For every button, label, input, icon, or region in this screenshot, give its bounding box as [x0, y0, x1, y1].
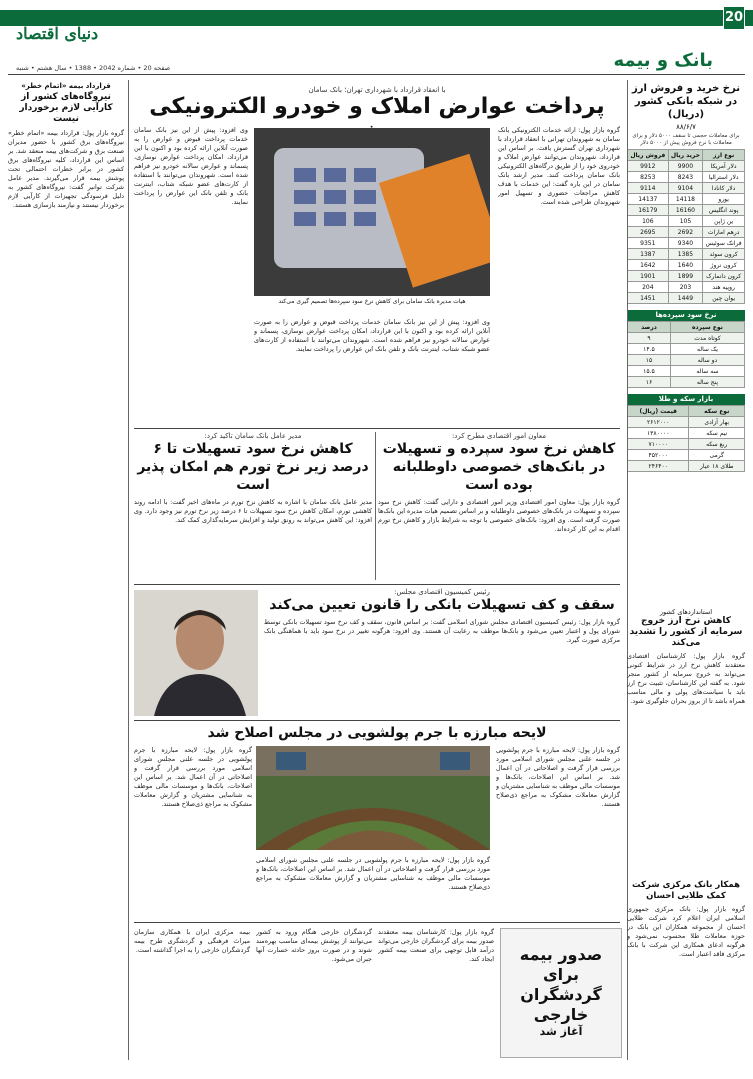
promo-line-2: برای [542, 965, 580, 984]
table-cell: ربع سکه [689, 439, 745, 450]
table-cell: ۱۴.۵ [628, 344, 671, 355]
table-cell: 1642 [628, 260, 669, 271]
section-rule [134, 720, 620, 721]
table-cell: 9340 [668, 238, 703, 249]
table-cell: کوتاه مدت [670, 333, 744, 344]
story5-body-right: گروه بازار پول: لایحه مبارزه با جرم پولشویی در جلسه علنی مجلس شورای اسلامی مورد بررسی قرار گرفت و اصلاحاتی در آن اعمال شد. بر اساس این اصلاحات، بانک‌ها و موسسات مالی موظف به شناسایی مشتریان و گزارش معاملات مشکوک به مراجع ذی‌صلاح هستند. [496, 746, 620, 808]
table-cell: ین ژاپن [703, 216, 745, 227]
table-cell: ۱۵ [628, 355, 671, 366]
story2-headline: کاهش نرخ سود سپرده و تسهیلات در بانک‌های خصوصی داوطلبانه بوده است [382, 441, 616, 493]
page-number: 20 [723, 6, 745, 30]
parliament-photo [256, 746, 490, 850]
table-row [628, 271, 745, 282]
table-row [628, 377, 745, 388]
table-row [628, 450, 745, 461]
table-cell: ۲۶۱۲۰۰۰ [628, 417, 689, 428]
table-cell: 9104 [668, 183, 703, 194]
story4-body: گروه بازار پول: رئیس کمیسیون اقتصادی مجلس شورای اسلامی گفت: بر اساس قانون، سقف و کف نرخ سود تسهیلات بانکی توسط شورای پول و اعتبار تعیین می‌شود و بانک‌ها موظف به رعایت آن هستند. وی افزود: هرگونه تغییر در نرخ سود باید با هماهنگی بانک مرکزی صورت گیرد. [264, 618, 620, 644]
table-row [628, 333, 745, 344]
table-row [628, 172, 745, 183]
table-cell: فرانک سوئیس [703, 238, 745, 249]
story3-body: مدیر عامل بانک سامان با اشاره به کاهش نرخ تورم در ماه‌های اخیر گفت: با ادامه روند کاهشی تورم، امکان کاهش نرخ سود تسهیلات تا ۶ درصد زیر نرخ تورم نیز وجود دارد. وی افزود: این کاهش می‌تواند به رونق تولید و افزایش سرمایه‌گذاری کمک کند. [134, 498, 372, 524]
table-cell: کرون دانمارک [703, 271, 745, 282]
col-header: نوع سپرده [670, 322, 744, 333]
pos-terminal-image [254, 128, 490, 296]
story-loan-rates [134, 432, 372, 596]
story-loan-cap [264, 588, 620, 718]
story2-body: گروه بازار پول: معاون امور اقتصادی وزیر امور اقتصادی و دارایی گفت: کاهش نرخ سود سپرده و تسهیلات در بانک‌های خصوصی داوطلبانه و بر اساس تصمیم هیات مدیره این بانک‌ها صورت گرفته است. وی افزود: بانک‌های خصوصی با توجه به شرایط بازار و کاهش نرخ تورم اقدام به این کار کرده‌اند. [378, 498, 620, 533]
table-cell: 14118 [668, 194, 703, 205]
rates-note: برای معاملات حجمی تا سقف ۵۰۰۰ دلار و برای معاملات با نرخ فروش پیش از ۵۰۰۰ دلار [632, 133, 740, 146]
table-row [628, 183, 745, 194]
table-cell: دلار آمریکا [703, 161, 745, 172]
table-cell: یک ساله [670, 344, 744, 355]
left-kicker: قرارداد بیمه «اتمام خطر» [21, 82, 111, 90]
table-cell: ۱۵.۵ [628, 366, 671, 377]
brand-logo: دنیای اقتصاد [16, 24, 99, 43]
table-cell: 9900 [668, 161, 703, 172]
table-cell: سه ساله [670, 366, 744, 377]
table-cell: 204 [628, 282, 669, 293]
table-cell: کرون سوئد [703, 249, 745, 260]
table-cell: 2695 [628, 227, 669, 238]
table-row [628, 249, 745, 260]
table-cell: 105 [668, 216, 703, 227]
section-rule [134, 428, 620, 429]
table-row [628, 461, 745, 472]
table-cell: 8253 [628, 172, 669, 183]
bottom-story-2: گردشگران خارجی هنگام ورود به کشور می‌توانند از پوشش بیمه‌ای مناسب بهره‌مند شوند و در صورت بروز حادثه خسارت آنها جبران می‌شود. [256, 928, 372, 963]
table-cell: 14137 [628, 194, 669, 205]
table-cell: یورو [703, 194, 745, 205]
table-cell: 1387 [628, 249, 669, 260]
story3-headline: کاهش نرخ سود تسهیلات تا ۶ درصد زیر نرخ تورم هم امکان پذیر است [137, 441, 369, 493]
section-rule [134, 922, 620, 923]
deposit-table [627, 321, 745, 388]
story4-kicker: رئیس کمیسیون اقتصادی مجلس: [394, 588, 490, 596]
main-body-right: گروه بازار پول: ارائه خدمات الکترونیکی بانک سامان به شهروندان تهرانی با انعقاد قرارداد با شهرداری تهران گسترش یافت. بر اساس این قرارداد، شهروندان می‌توانند عوارض املاک و خودروی خود را از طریق درگاه‌های الکترونیکی بانک سامان پرداخت کنند. مدیر ارشد بانک سامان در این باره گفت: این خدمات با هدف کاهش مراجعات حضوری و تسهیل امور شهروندان طراحی شده است. [498, 126, 620, 206]
deposit-title: نرخ سود سپرده‌ها [627, 310, 745, 321]
table-row [628, 161, 745, 172]
table-row [628, 428, 745, 439]
table-cell: 2692 [668, 227, 703, 238]
rates-box [627, 82, 745, 602]
column-rule [375, 432, 376, 580]
table-cell: 16160 [668, 205, 703, 216]
bottom-story-1: گروه بازار پول: کارشناسان بیمه معتقدند صدور بیمه برای گردشگران خارجی می‌تواند درآمد قابل توجهی برای صنعت بیمه کشور ایجاد کند. [378, 928, 494, 963]
table-cell: 106 [628, 216, 669, 227]
rates-title: نرخ خرید و فروش ارز در شبکه بانکی کشور (دریال) [631, 83, 740, 120]
left-headline: نیروگاه‌های کشور از کارآیی لازم برخوردار نیست [19, 92, 113, 124]
currency-table [627, 149, 745, 304]
left-body: گروه بازار پول: قرارداد بیمه «اتمام خطر» نیروگاه‌های برق کشور با حضور مدیران صنعت برق و شرکت‌های بیمه منعقد شد. بر اساس این قرارداد، کلیه نیروگاه‌های برق کشور در برابر خطرات احتمالی تحت پوشش بیمه قرار می‌گیرند. مدیر عامل شرکت توانیر گفت: نیروگاه‌های کشور به دلیل فرسودگی تجهیزات از کارآیی لازم برخوردار نیستند و نیازمند بازسازی هستند. [8, 129, 124, 209]
table-row [628, 293, 745, 304]
rates-date: ۸۸/۶/۷ [676, 123, 696, 131]
table-row [628, 417, 745, 428]
section-title: بانک و بیمه [613, 50, 713, 71]
table-row [628, 205, 745, 216]
table-cell: ۱۳۸۰۰۰۰ [628, 428, 689, 439]
table-cell: درهم امارات [703, 227, 745, 238]
table-row [628, 260, 745, 271]
left-column-story [8, 82, 124, 1079]
promo-line-1: صدور بیمه [519, 945, 603, 964]
col-header: فروش ریال [628, 150, 669, 161]
table-cell: دلار استرالیا [703, 172, 745, 183]
column-rule [128, 80, 129, 1060]
table-cell: 8243 [668, 172, 703, 183]
story-money-laundering [134, 724, 620, 742]
table-cell: ۲۴۶۴۰۰ [628, 461, 689, 472]
table-cell: ۱۶ [628, 377, 671, 388]
insurance-promo-box [500, 928, 622, 1058]
table-row [628, 216, 745, 227]
story2-kicker: معاون امور اقتصادی مطرح کرد: [451, 432, 547, 440]
story5-body-left: گروه بازار پول: لایحه مبارزه با جرم پولشویی در جلسه علنی مجلس شورای اسلامی مورد بررسی قرار گرفت و اصلاحاتی در آن اعمال شد. بر اساس این اصلاحات، بانک‌ها و موسسات مالی موظف به شناسایی مشتریان و گزارش معاملات مشکوک به مراجع ذی‌صلاح هستند. [134, 746, 252, 808]
table-cell: بهار آزادی [689, 417, 745, 428]
table-cell: 1901 [628, 271, 669, 282]
coin-table [627, 405, 745, 472]
fx-headline: کاهش نرخ ارز خروج سرمایه از کشور را تشدید می‌کند [629, 616, 743, 648]
fx-kicker: استانداردهای کشور [659, 608, 713, 616]
col-header: نوع ارز [703, 150, 745, 161]
table-cell: 1640 [668, 260, 703, 271]
promo-line-4: آغاز شد [539, 1025, 583, 1038]
table-cell: کرون نروژ [703, 260, 745, 271]
story4-headline: سقف و کف تسهیلات بانکی را قانون تعیین می‌کند [269, 597, 615, 613]
pos-terminal-photo [254, 128, 490, 296]
main-body-center: وی افزود: پیش از این نیز بانک سامان خدمات پرداخت قبوض و عوارض را به صورت آنلاین ارائه کرده بود و اکنون با این قرارداد، امکان پرداخت عوارض نوسازی، پسماند و عوارض سالانه خودرو نیز فراهم شده است. شهروندان می‌توانند با استفاده از کارت‌های عضو شبکه شتاب، اینترنت بانک و تلفن بانک این عوارض را پرداخت نمایند. [254, 318, 490, 353]
photo-caption: هیات مدیره بانک سامان برای کاهش نرخ سود سپرده‌ها تصمیم گیری می‌کند [278, 298, 466, 305]
table-cell: گرمی [689, 450, 745, 461]
col-header: درصد [628, 322, 671, 333]
fx-body: گروه بازار پول: کارشناسان اقتصادی معتقدند کاهش نرخ ارز در شرایط کنونی می‌تواند به خروج سرمایه از کشور منجر شود. به گفته این کارشناسان، تثبیت نرخ ارز باید با سیاست‌های پولی و مالی مناسب همراه باشد تا از بروز بحران جلوگیری شود. [627, 652, 745, 705]
story5-headline: لایحه مبارزه با جرم پولشویی در مجلس اصلاح شد [207, 725, 547, 741]
table-cell: پوند انگلیس [703, 205, 745, 216]
central-bank-story [627, 880, 745, 1055]
table-row [628, 355, 745, 366]
main-body-left: وی افزود: پیش از این نیز بانک سامان خدمات پرداخت قبوض و عوارض را به صورت آنلاین ارائه کرده بود و اکنون با این قرارداد، امکان پرداخت عوارض نوسازی، پسماند و عوارض سالانه خودرو نیز فراهم شده است. شهروندان می‌توانند با استفاده از کارت‌های عضو شبکه شتاب، اینترنت بانک و تلفن بانک این عوارض را پرداخت نمایند. [134, 126, 248, 206]
table-cell: 9114 [628, 183, 669, 194]
table-row [628, 439, 745, 450]
table-cell: 1449 [668, 293, 703, 304]
col-header: خرید ریال [668, 150, 703, 161]
table-cell: 16179 [628, 205, 669, 216]
col-header: نوع سکه [689, 406, 745, 417]
main-kicker: با انعقاد قرارداد با شهرداری تهران؛ بانک سامان [308, 86, 446, 94]
table-cell: 203 [668, 282, 703, 293]
table-row [628, 227, 745, 238]
story5-body-center: گروه بازار پول: لایحه مبارزه با جرم پولشویی در جلسه علنی مجلس شورای اسلامی مورد بررسی قرار گرفت و اصلاحاتی در آن اعمال شد. بر اساس این اصلاحات، بانک‌ها و موسسات مالی موظف به شناسایی مشتریان و گزارش معاملات مشکوک به مراجع ذی‌صلاح هستند. [256, 856, 490, 891]
portrait-image [134, 590, 258, 716]
table-cell: نیم سکه [689, 428, 745, 439]
table-row [628, 282, 745, 293]
bottom-story-3: بیمه مرکزی ایران با همکاری سازمان میراث فرهنگی و گردشگری طرح بیمه گردشگران خارجی را به اجرا گذاشته است. [134, 928, 250, 954]
table-row [628, 194, 745, 205]
table-cell: 1451 [628, 293, 669, 304]
table-cell: ۹ [628, 333, 671, 344]
photo-credit-line [254, 298, 490, 305]
cb-body: گروه بازار پول: بانک مرکزی جمهوری اسلامی ایران اعلام کرد شرکت طلایی احسان از مجموعه همکاران این بانک در حوزه معاملات طلا محسوب نمی‌شود و هرگونه ادعای همکاری این شرکت با بانک مرکزی فاقد اعتبار است. [627, 905, 745, 958]
table-cell: ۴۵۲۰۰۰ [628, 450, 689, 461]
table-cell: ۷۱۰۰۰۰ [628, 439, 689, 450]
table-cell: روپیه هند [703, 282, 745, 293]
page-header [0, 0, 753, 74]
story-deposit-rates [378, 432, 620, 596]
parliament-image [256, 746, 490, 850]
dateline: صفحه 20 • شماره 2042 • 1388 • سال هشتم • شنبه [16, 64, 171, 72]
table-cell: 1385 [668, 249, 703, 260]
table-row [628, 366, 745, 377]
col-header: قیمت (ریال) [628, 406, 689, 417]
cb-headline: همکار بانک مرکزی شرکت کمک طلایی احسان [632, 880, 740, 901]
main-headline: پرداخت عوارض املاک و خودرو الکترونیکی [149, 94, 605, 119]
table-cell: 1899 [668, 271, 703, 282]
table-cell: یوان چین [703, 293, 745, 304]
table-cell: 9912 [628, 161, 669, 172]
story3-kicker: مدیر عامل بانک سامان تاکید کرد: [204, 432, 302, 440]
fx-story [627, 608, 745, 890]
table-cell: دو ساله [670, 355, 744, 366]
section-rule [134, 584, 620, 585]
table-cell: طلای ۱۸ عیار [689, 461, 745, 472]
portrait-photo [134, 590, 258, 716]
table-row [628, 344, 745, 355]
header-rule [8, 74, 745, 75]
promo-line-3: گردشگران خارجی [520, 985, 602, 1024]
table-cell: پنج ساله [670, 377, 744, 388]
table-cell: دلار کانادا [703, 183, 745, 194]
coin-title: بازار سکه و طلا [627, 394, 745, 405]
table-cell: 9351 [628, 238, 669, 249]
header-bar [0, 10, 753, 26]
table-row [628, 238, 745, 249]
